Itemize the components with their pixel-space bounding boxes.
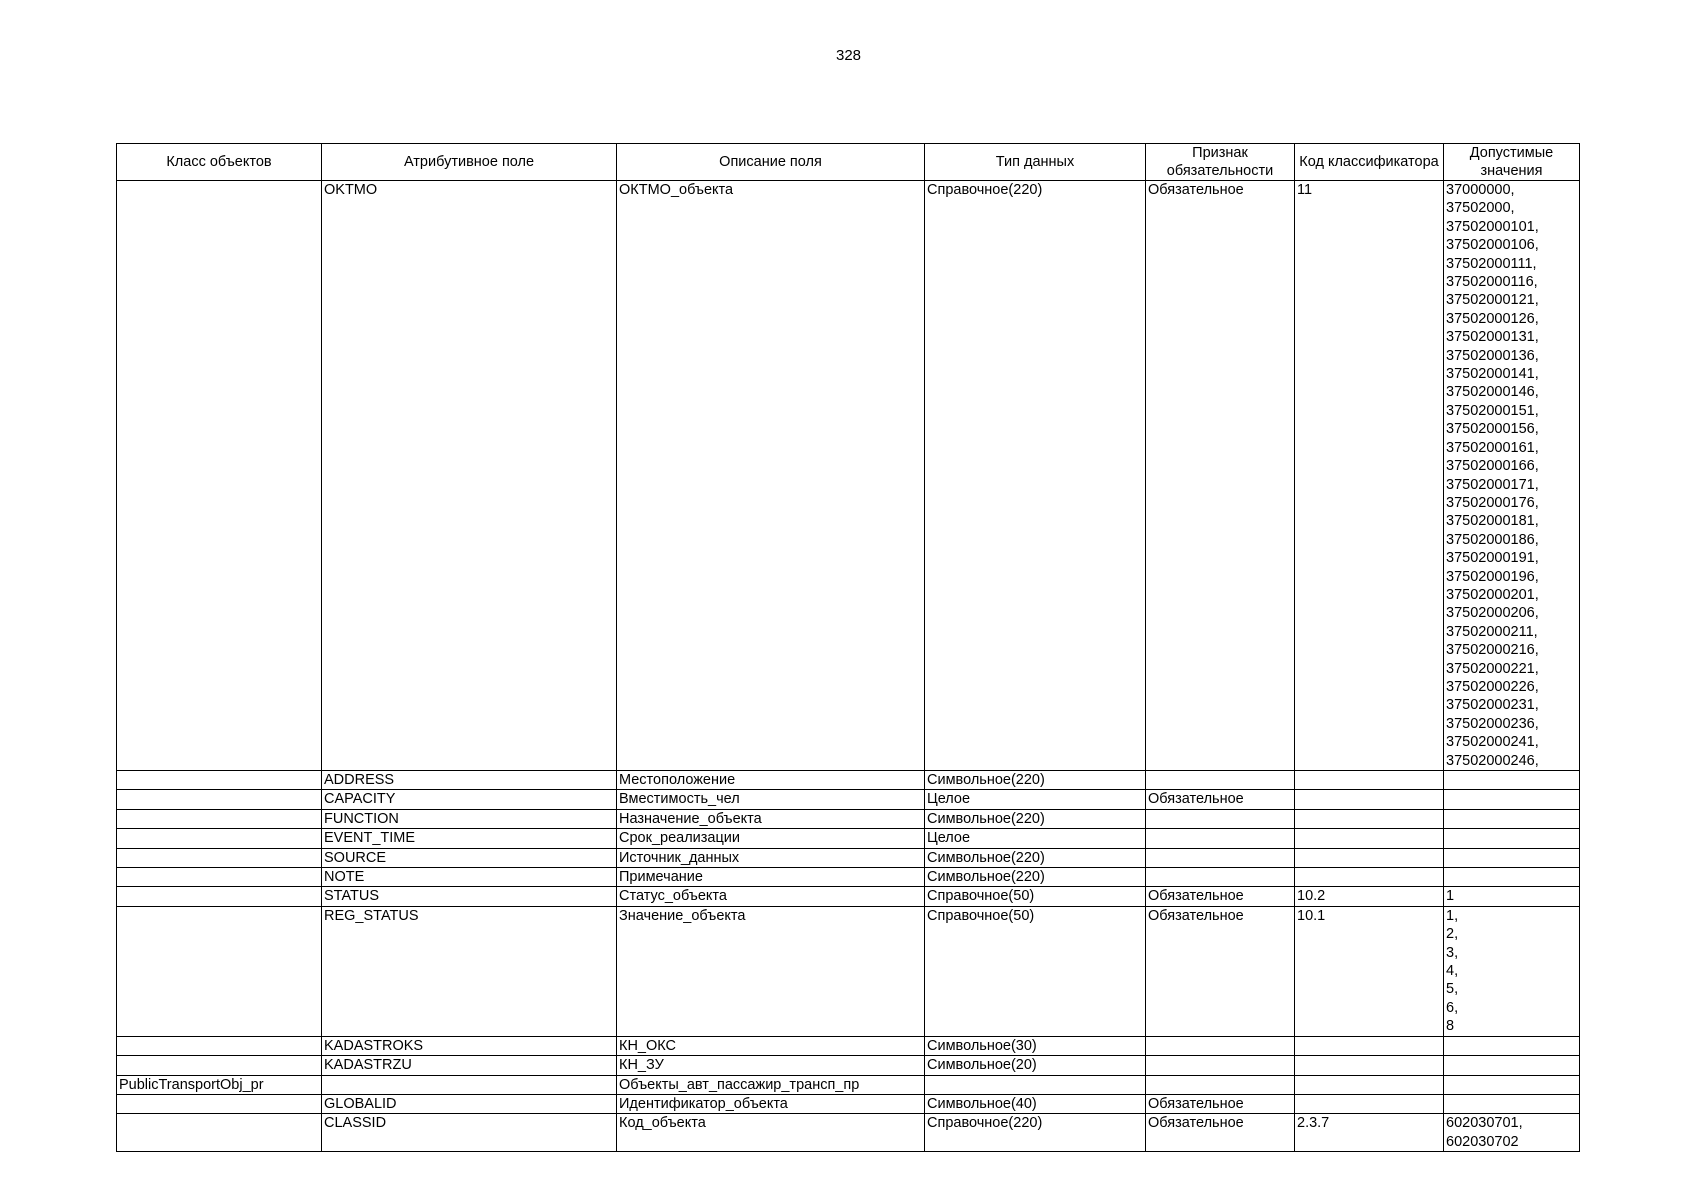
cell-description: Назначение_объекта xyxy=(617,809,925,828)
table-row xyxy=(117,790,1580,809)
cell-field xyxy=(322,1075,617,1094)
cell-required xyxy=(1146,771,1295,790)
cell-field: KADASTRZU xyxy=(322,1056,617,1075)
cell-description: КН_ОКС xyxy=(617,1036,925,1055)
cell-required xyxy=(1146,1036,1295,1055)
allowed-value: 37502000231, xyxy=(1446,697,1539,714)
cell-classifier-code xyxy=(1295,829,1444,848)
cell-required xyxy=(1146,868,1295,887)
cell-data-type: Символьное(220) xyxy=(925,848,1146,867)
allowed-value: 37502000151, xyxy=(1446,402,1539,419)
cell-required: Обязательное xyxy=(1146,790,1295,809)
allowed-value: 37502000101, xyxy=(1446,218,1539,235)
allowed-value: 6, xyxy=(1446,999,1459,1016)
cell-allowed-values xyxy=(1444,1094,1580,1113)
allowed-value: 3, xyxy=(1446,944,1459,961)
table-row xyxy=(117,848,1580,867)
cell-data-type: Целое xyxy=(925,829,1146,848)
table-row xyxy=(117,809,1580,828)
cell-class xyxy=(117,1056,322,1075)
table-row xyxy=(117,829,1580,848)
cell-class xyxy=(117,1036,322,1055)
allowed-value: 37502000211, xyxy=(1446,623,1538,640)
allowed-value: 37502000156, xyxy=(1446,421,1539,438)
cell-allowed-values xyxy=(1444,181,1580,771)
allowed-value: 37502000166, xyxy=(1446,458,1539,475)
allowed-value: 8 xyxy=(1446,1018,1455,1035)
allowed-value: 37502000191, xyxy=(1446,550,1539,567)
cell-classifier-code: 10.2 xyxy=(1295,887,1444,906)
cell-data-type: Справочное(220) xyxy=(925,181,1146,771)
header-data-type: Тип данных xyxy=(925,144,1146,181)
cell-data-type: Символьное(220) xyxy=(925,771,1146,790)
cell-description: КН_ЗУ xyxy=(617,1056,925,1075)
cell-description: Статус_объекта xyxy=(617,887,925,906)
table-row xyxy=(117,1036,1580,1055)
allowed-value: 37502000221, xyxy=(1446,660,1539,677)
allowed-value: 37502000126, xyxy=(1446,310,1539,327)
cell-field: GLOBALID xyxy=(322,1094,617,1113)
cell-data-type: Символьное(30) xyxy=(925,1036,1146,1055)
cell-description: Местоположение xyxy=(617,771,925,790)
cell-data-type: Справочное(50) xyxy=(925,887,1146,906)
allowed-value: 37502000136, xyxy=(1446,347,1539,364)
cell-field: SOURCE xyxy=(322,848,617,867)
allowed-value: 37502000176, xyxy=(1446,494,1539,511)
cell-allowed-values xyxy=(1444,868,1580,887)
table-row xyxy=(117,1056,1580,1075)
cell-classifier-code: 10.1 xyxy=(1295,906,1444,1036)
allowed-value: 37502000121, xyxy=(1446,292,1539,309)
table-row xyxy=(117,181,1580,771)
cell-field: OKTMO xyxy=(322,181,617,771)
cell-data-type: Символьное(220) xyxy=(925,868,1146,887)
allowed-value: 602030701, xyxy=(1446,1115,1523,1132)
cell-classifier-code xyxy=(1295,771,1444,790)
cell-allowed-values xyxy=(1444,1114,1580,1152)
cell-class xyxy=(117,868,322,887)
cell-classifier-code xyxy=(1295,848,1444,867)
cell-class: PublicTransportObj_pr xyxy=(117,1075,322,1094)
cell-required xyxy=(1146,1056,1295,1075)
cell-description: Значение_объекта xyxy=(617,906,925,1036)
cell-classifier-code xyxy=(1295,1036,1444,1055)
allowed-value: 37502000186, xyxy=(1446,531,1539,548)
cell-description: Идентификатор_объекта xyxy=(617,1094,925,1113)
cell-classifier-code xyxy=(1295,868,1444,887)
cell-description: ОКТМО_объекта xyxy=(617,181,925,771)
cell-class xyxy=(117,181,322,771)
cell-allowed-values xyxy=(1444,906,1580,1036)
allowed-value: 37502000161, xyxy=(1446,439,1539,456)
cell-description: Срок_реализации xyxy=(617,829,925,848)
allowed-value: 37502000111, xyxy=(1446,255,1537,272)
cell-classifier-code xyxy=(1295,1075,1444,1094)
header-field: Атрибутивное поле xyxy=(322,144,617,181)
table-body xyxy=(117,181,1580,1152)
allowed-value: 1, xyxy=(1446,907,1459,924)
cell-description: Примечание xyxy=(617,868,925,887)
cell-class xyxy=(117,809,322,828)
cell-required: Обязательное xyxy=(1146,1114,1295,1152)
allowed-value: 37502000141, xyxy=(1446,366,1539,383)
allowed-value: 37502000206, xyxy=(1446,605,1539,622)
cell-allowed-values xyxy=(1444,1056,1580,1075)
allowed-value: 37502000171, xyxy=(1446,476,1539,493)
cell-class xyxy=(117,1094,322,1113)
cell-required xyxy=(1146,809,1295,828)
cell-allowed-values xyxy=(1444,829,1580,848)
cell-classifier-code xyxy=(1295,790,1444,809)
table-row xyxy=(117,887,1580,906)
cell-data-type: Справочное(220) xyxy=(925,1114,1146,1152)
cell-required: Обязательное xyxy=(1146,181,1295,771)
cell-class xyxy=(117,829,322,848)
cell-required xyxy=(1146,1075,1295,1094)
cell-classifier-code: 2.3.7 xyxy=(1295,1114,1444,1152)
allowed-value: 1 xyxy=(1446,888,1455,905)
allowed-value: 37502000201, xyxy=(1446,586,1539,603)
allowed-value: 37502000226, xyxy=(1446,678,1539,695)
table-row xyxy=(117,1114,1580,1152)
cell-field: ADDRESS xyxy=(322,771,617,790)
cell-required xyxy=(1146,829,1295,848)
cell-required: Обязательное xyxy=(1146,1094,1295,1113)
table-row xyxy=(117,868,1580,887)
cell-allowed-values xyxy=(1444,771,1580,790)
cell-field: KADASTROKS xyxy=(322,1036,617,1055)
allowed-value: 37502000236, xyxy=(1446,715,1539,732)
table-row xyxy=(117,1094,1580,1113)
header-required: Признак обязательности xyxy=(1146,144,1295,181)
cell-classifier-code xyxy=(1295,809,1444,828)
allowed-value: 37502000241, xyxy=(1446,734,1539,751)
allowed-value: 37502000116, xyxy=(1446,274,1538,291)
table-row xyxy=(117,771,1580,790)
allowed-value: 2, xyxy=(1446,926,1459,943)
allowed-value: 602030702 xyxy=(1446,1133,1519,1150)
cell-allowed-values xyxy=(1444,887,1580,906)
cell-class xyxy=(117,848,322,867)
cell-description: Код_объекта xyxy=(617,1114,925,1152)
cell-field: CLASSID xyxy=(322,1114,617,1152)
cell-class xyxy=(117,771,322,790)
cell-data-type: Справочное(50) xyxy=(925,906,1146,1036)
cell-required xyxy=(1146,848,1295,867)
cell-allowed-values xyxy=(1444,1075,1580,1094)
cell-allowed-values xyxy=(1444,848,1580,867)
cell-allowed-values xyxy=(1444,790,1580,809)
cell-data-type: Символьное(220) xyxy=(925,809,1146,828)
cell-field: EVENT_TIME xyxy=(322,829,617,848)
cell-required: Обязательное xyxy=(1146,887,1295,906)
cell-class xyxy=(117,887,322,906)
cell-class xyxy=(117,1114,322,1152)
cell-data-type: Символьное(20) xyxy=(925,1056,1146,1075)
allowed-value: 37502000181, xyxy=(1446,513,1539,530)
allowed-value: 37502000, xyxy=(1446,200,1515,217)
allowed-value: 37000000, xyxy=(1446,182,1515,198)
cell-field: NOTE xyxy=(322,868,617,887)
header-classifier-code: Код классификатора xyxy=(1295,144,1444,181)
cell-allowed-values xyxy=(1444,809,1580,828)
table-header-row xyxy=(117,144,1580,181)
cell-field: CAPACITY xyxy=(322,790,617,809)
cell-class xyxy=(117,790,322,809)
cell-class xyxy=(117,906,322,1036)
allowed-value: 37502000196, xyxy=(1446,568,1539,585)
attribute-table xyxy=(116,143,1580,1152)
cell-data-type: Целое xyxy=(925,790,1146,809)
cell-required: Обязательное xyxy=(1146,906,1295,1036)
cell-description: Вместимость_чел xyxy=(617,790,925,809)
cell-classifier-code xyxy=(1295,1056,1444,1075)
header-class: Класс объектов xyxy=(117,144,322,181)
allowed-value: 5, xyxy=(1446,981,1459,998)
cell-field: FUNCTION xyxy=(322,809,617,828)
cell-classifier-code xyxy=(1295,1094,1444,1113)
cell-data-type xyxy=(925,1075,1146,1094)
cell-description: Объекты_авт_пассажир_трансп_пр xyxy=(617,1075,925,1094)
table-row xyxy=(117,906,1580,1036)
allowed-value: 4, xyxy=(1446,963,1459,980)
cell-allowed-values xyxy=(1444,1036,1580,1055)
allowed-value: 37502000131, xyxy=(1446,329,1539,346)
allowed-value: 37502000246, xyxy=(1446,752,1539,769)
cell-classifier-code: 11 xyxy=(1295,181,1444,771)
header-description: Описание поля xyxy=(617,144,925,181)
allowed-value: 37502000106, xyxy=(1446,237,1539,254)
cell-field: STATUS xyxy=(322,887,617,906)
cell-data-type: Символьное(40) xyxy=(925,1094,1146,1113)
header-allowed-values: Допустимые значения xyxy=(1444,144,1580,181)
allowed-value: 37502000146, xyxy=(1446,384,1539,401)
page-number: 328 xyxy=(835,47,862,64)
cell-description: Источник_данных xyxy=(617,848,925,867)
table-row xyxy=(117,1075,1580,1094)
allowed-value: 37502000216, xyxy=(1446,642,1539,659)
cell-field: REG_STATUS xyxy=(322,906,617,1036)
